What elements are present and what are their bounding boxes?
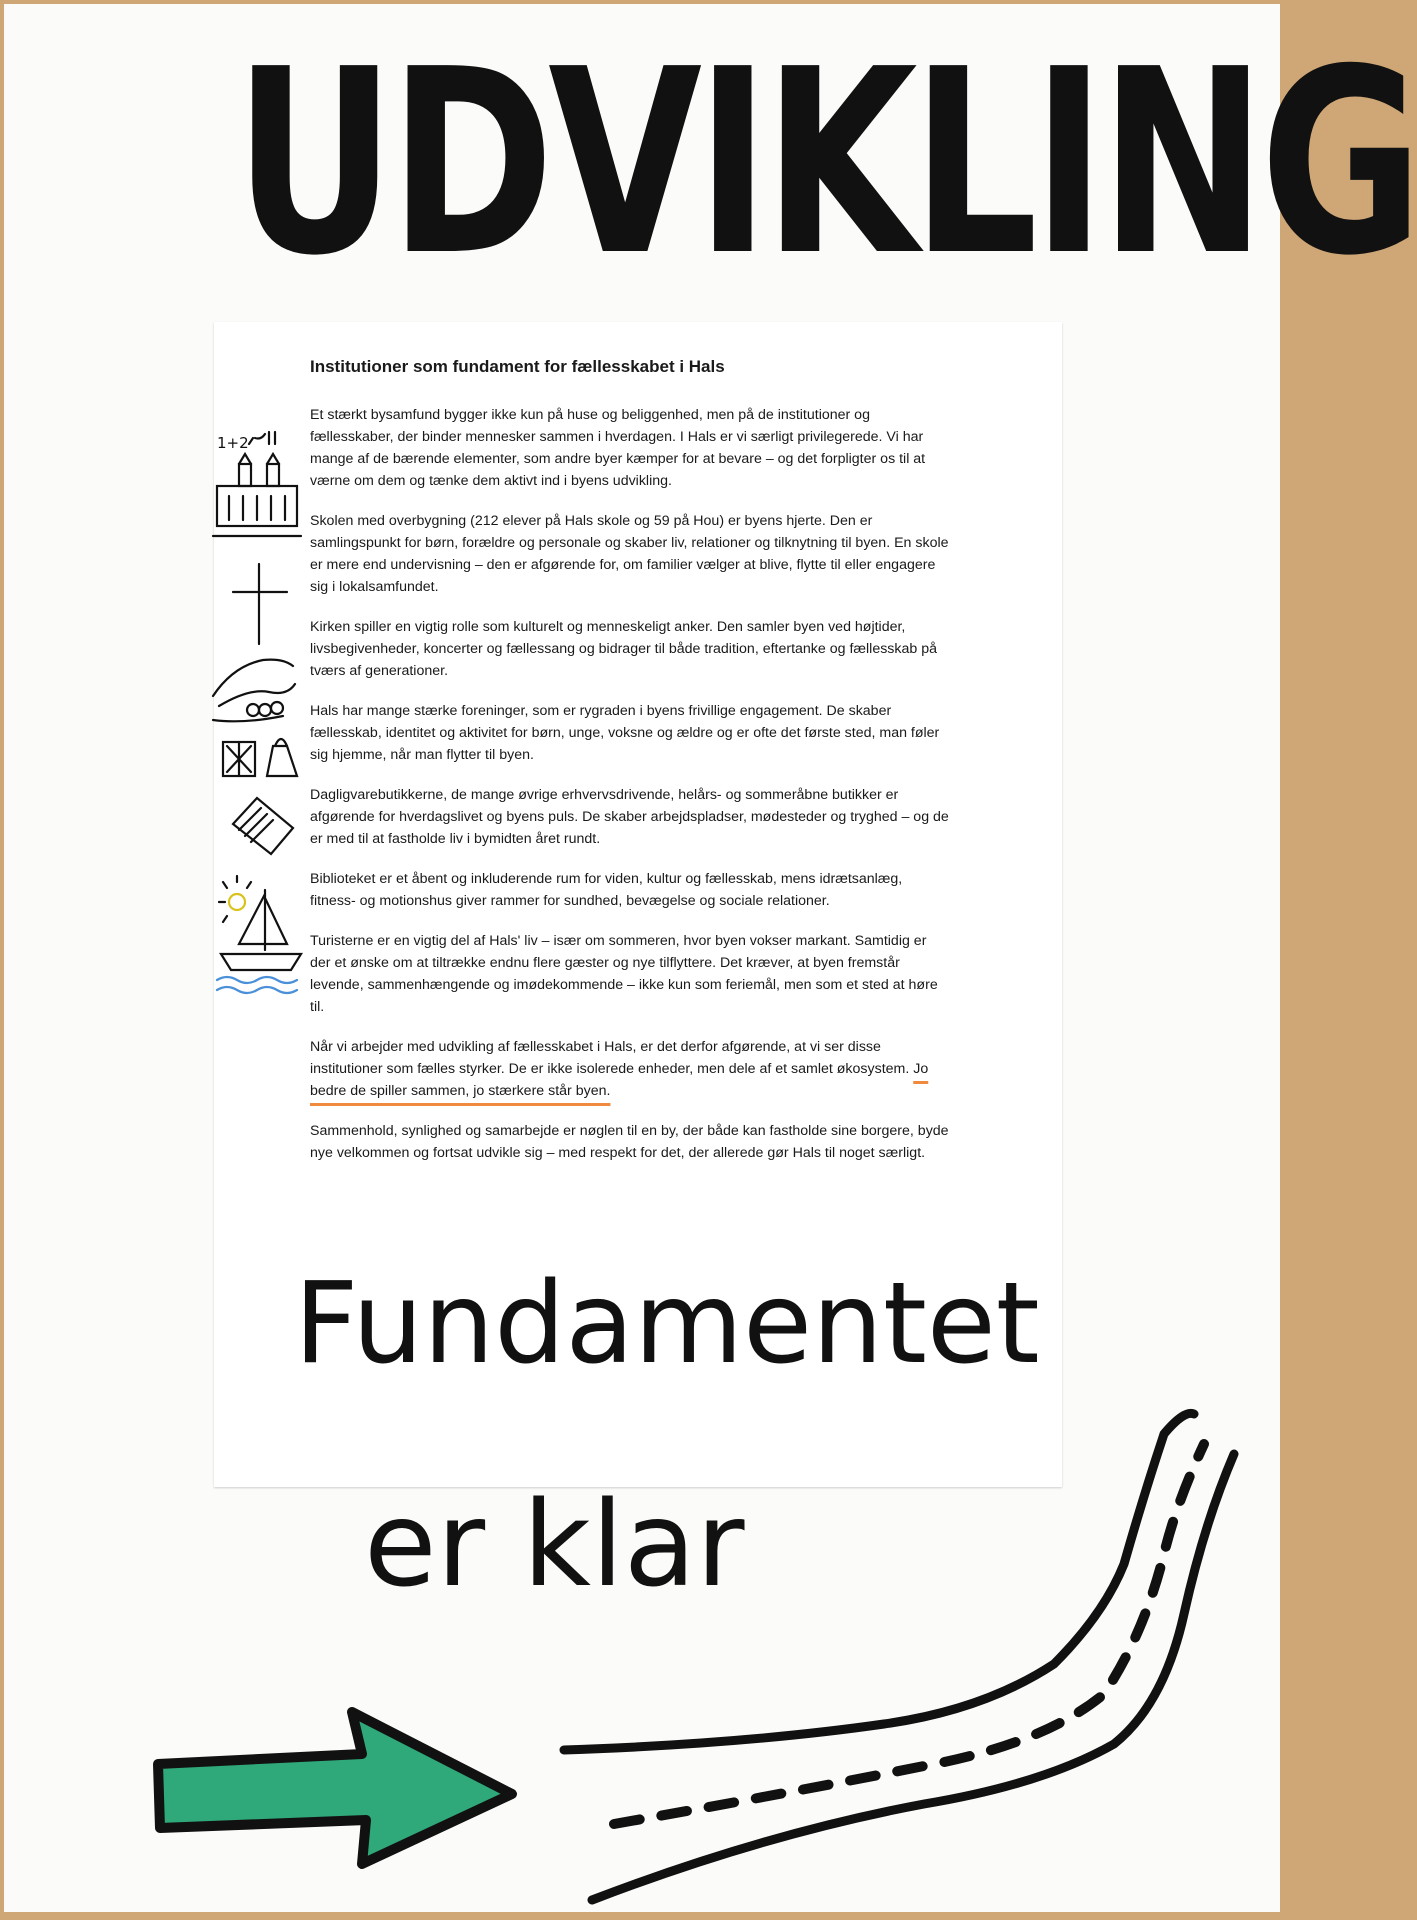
article-heading: Institutioner som fundament for fællesskabet i Hals — [310, 357, 725, 376]
paragraph-intro: Et stærkt bysamfund bygger ikke kun på huse og beliggenhed, men på de institutioner og fællesskaber, der binder mennesker sammen i hverdagen. I Hals er vi særligt privilegerede. Vi har mange af de bærende elementer, som andre byer kæmper for at bevare – og det forpligter os til at værne om dem og tænke dem aktivt ind i byens udvikling. — [310, 407, 926, 489]
doodle-text: 1+2 — [217, 434, 249, 452]
paragraph-church: Kirken spiller en vigtig rolle som kulturelt og menneskeligt anker. Den samler byen ved højtider, livsbegivenheder, koncerter og fællessang og bidrager til både tradition, eftertanke og fællesskab på tværs af generationer. — [310, 619, 937, 679]
paragraph-development — [310, 1036, 950, 1102]
margin-icons — [209, 424, 309, 1064]
handwritten-er-klar: er klar — [364, 1475, 745, 1613]
handwritten-fundamentet: Fundamentet — [294, 1259, 1040, 1389]
church-cross-icon — [233, 564, 287, 644]
sun-icon — [219, 876, 251, 922]
poster-board — [4, 4, 1417, 1912]
article — [310, 356, 950, 1182]
paragraph-development-text: Når vi arbejder med udvikling af fællesskabet i Hals, er det derfor afgørende, at vi ser disse institutioner som fælles styrker. De er ikke isolerede enheder, men dele af et samlet økosystem. — [310, 1039, 914, 1077]
paragraph-associations: Hals har mange stærke foreninger, som er rygraden i byens frivillige engagement. De skaber fællesskab, identitet og aktivitet for børn, unge, voksne og ældre og er ofte det første sted, man føler sig hjemme, når man flytter til byen. — [310, 703, 940, 763]
green-arrow-icon — [152, 1704, 532, 1874]
poster-title: UDVIKLING — [234, 15, 1417, 312]
paragraph-tourists: Turisterne er en vigtig del af Hals' liv – især om sommeren, hvor byen vokser markant. Samtidig er der et ønske om at tiltrække endnu flere gæster og nye tilflyttere. Det kræver, at byen fremstår levende, sammenhængende og imødekommende – ikke kun som feriemål, men som et sted at høre til. — [310, 933, 938, 1015]
paragraph-conclusion: Sammenhold, synlighed og samarbejde er nøglen til en by, der både kan fastholde sine borgere, byde nye velkommen og fortsat udvikle sig – med respekt for det, der allerede gør Hals til noget særligt. — [310, 1123, 949, 1161]
shopping-basket-icon — [223, 739, 297, 776]
road-icon — [544, 1414, 1284, 1914]
underlined-sentence: Jo bedre de spiller sammen, jo stærkere står byen. — [310, 1061, 929, 1099]
paragraph-shops: Dagligvarebutikkerne, de mange øvrige erhvervsdrivende, helårs- og sommeråbne butikker er afgørende for hverdagslivet og byens puls. De skaber arbejdspladser, mødesteder og tryghed – og de er med til at fastholde liv i bymidten året rundt. — [310, 787, 949, 847]
paragraph-library: Biblioteket er et åbent og inkluderende rum for viden, kultur og fællesskab, mens idrætsanlæg, fitness- og motionshus giver rammer for sundhed, bevægelse og sociale relationer. — [310, 871, 903, 909]
paragraph-school: Skolen med overbygning (212 elever på Hals skole og 59 på Hou) er byens hjerte. Den er samlingspunkt for børn, forældre og personale og skaber liv, relationer og tilknytning til byen. En skole er mere end undervisning – den er afgørende for, om familier vælger at blive, flytte til eller engagere sig i lokalsamfundet. — [310, 513, 949, 595]
handshake-icon — [213, 660, 295, 722]
book-icon — [233, 798, 293, 854]
